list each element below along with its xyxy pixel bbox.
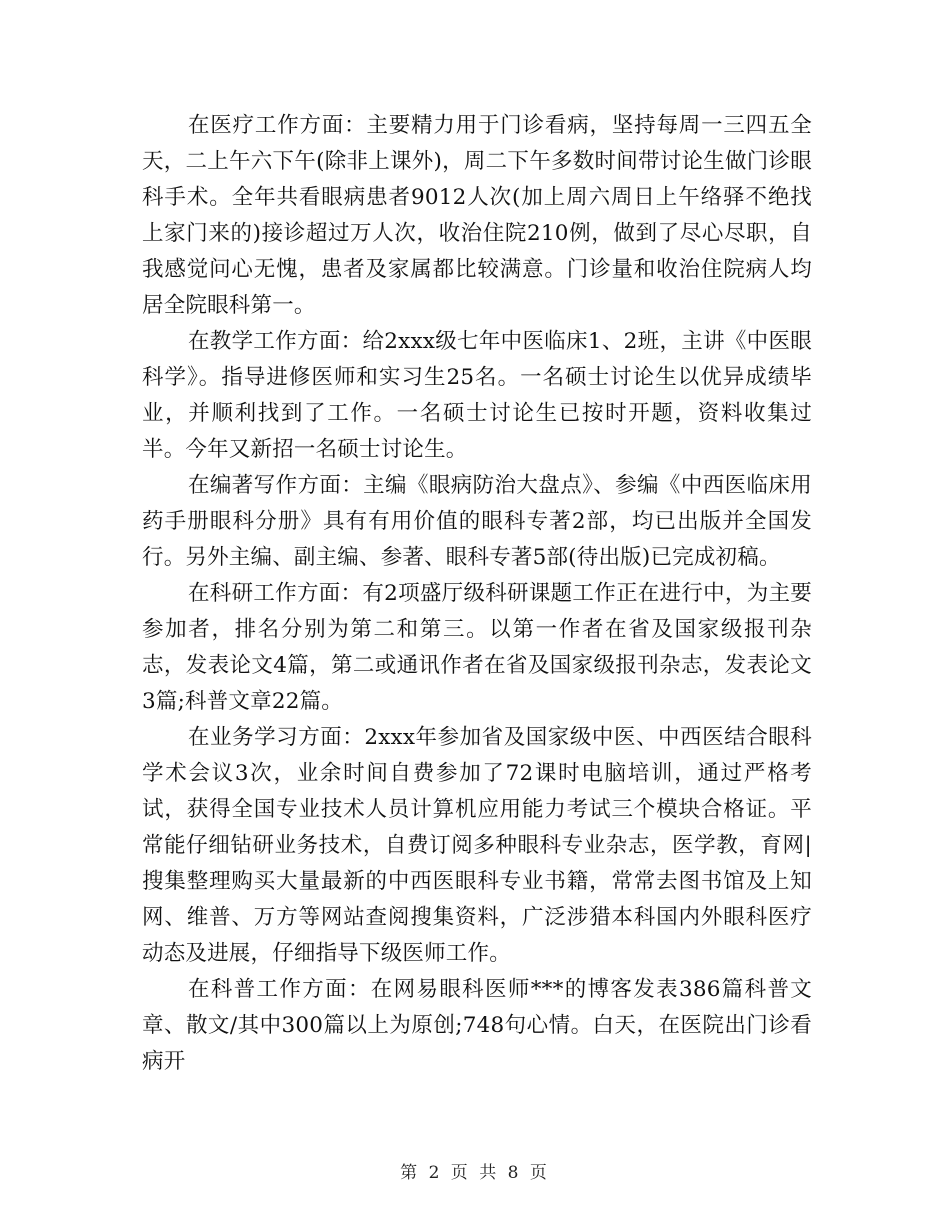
paragraph-medical-work: 在医疗工作方面：主要精力用于门诊看病，坚持每周一三四五全天，二上午六下午(除非上课外)，周二下午多数时间带讨论生做门诊眼科手术。全年共看眼病患者9012人次(加上周六周日上午络驿不绝找上家门来的)接诊超过万人次，收治住院210例，做到了尽心尽职，自我感觉问心无愧，患者及家属都比较满意。门诊量和收治住院病人均居全院眼科第一。 [142, 113, 812, 318]
document-body [142, 108, 812, 1080]
paragraph-science-popularization: 在科普工作方面：在网易眼科医师***的博客发表386篇科普文章、散文/其中300篇以上为原创;748句心情。白天，在医院出门诊看病开 [142, 977, 812, 1074]
paragraph-writing-work: 在编著写作方面：主编《眼病防治大盘点》、参编《中西医临床用药手册眼科分册》具有有用价值的眼科专著2部，均已出版并全国发行。另外主编、副主编、参著、眼科专著5部(待出版)已完成初稿。 [142, 473, 812, 570]
paragraph-study-work: 在业务学习方面：2xxx年参加省及国家级中医、中西医结合眼科学术会议3次，业余时间自费参加了72课时电脑培训，通过严格考试，获得全国专业技术人员计算机应用能力考试三个模块合格证。平常能仔细钻研业务技术，自费订阅多种眼科专业杂志，医学教，育网|搜集整理购买大量最新的中西医眼科专业书籍，常常去图书馆及上知网、维普、万方等网站查阅搜集资料，广泛涉猎本科国内外眼科医疗动态及进展，仔细指导下级医师工作。 [142, 725, 812, 966]
page-number-footer: 第 2 页 共 8 页 [400, 1163, 550, 1183]
paragraph-teaching-work: 在教学工作方面：给2xxx级七年中医临床1、2班，主讲《中医眼科学》。指导进修医师和实习生25名。一名硕士讨论生以优异成绩毕业，并顺利找到了工作。一名硕士讨论生已按时开题，资料收集过半。今年又新招一名硕士讨论生。 [142, 329, 812, 462]
paragraph-research-work: 在科研工作方面：有2项盛厅级科研课题工作正在进行中，为主要参加者，排名分别为第二和第三。以第一作者在省及国家级报刊杂志，发表论文4篇，第二或通讯作者在省及国家级报刊杂志，发表论文3篇;科普文章22篇。 [142, 581, 812, 714]
